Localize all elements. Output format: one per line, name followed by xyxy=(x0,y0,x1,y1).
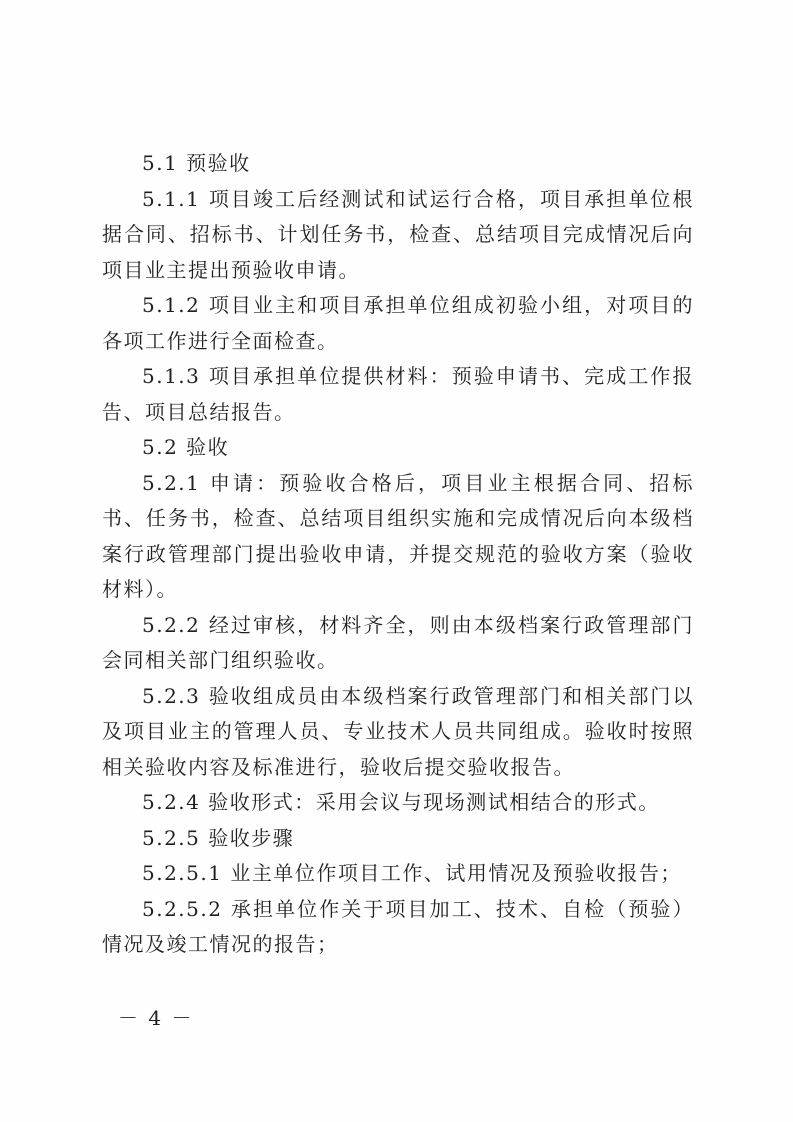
paragraph-5-2-5-2: 5.2.5.2 承担单位作关于项目加工、技术、自检（预验）情况及竣工情况的报告； xyxy=(102,896,694,956)
page-number: － 4 － xyxy=(118,1006,194,1030)
paragraph-5-2-5: 5.2.5 验收步骤 xyxy=(142,825,295,850)
section-heading-5-2: 5.2 验收 xyxy=(142,435,230,459)
paragraph-5-2-5-1: 5.2.5.1 业主单位作项目工作、试用情况及预验收报告； xyxy=(142,861,682,885)
paragraph-5-1-2: 5.1.2 项目业主和项目承担单位组成初验小组，对项目的各项工作进行全面检查。 xyxy=(102,293,694,353)
paragraph-5-2-1: 5.2.1 申请：预验收合格后，项目业主根据合同、招标书、任务书，检查、总结项目组织实施和完成情况后向本级档案行政管理部门提出验收申请，并提交规范的验收方案（验收材料）。 xyxy=(102,470,694,601)
paragraph-5-2-4: 5.2.4 验收形式：采用会议与现场测试相结合的形式。 xyxy=(142,790,660,814)
paragraph-5-2-3: 5.2.3 验收组成员由本级档案行政管理部门和相关部门以及项目业主的管理人员、专业技术人员共同组成。验收时按照相关验收内容及标准进行，验收后提交验收报告。 xyxy=(102,683,694,779)
paragraph-5-1-3: 5.1.3 项目承担单位提供材料：预验申请书、完成工作报告、项目总结报告。 xyxy=(102,364,694,424)
section-heading-5-1: 5.1 预验收 xyxy=(142,151,251,175)
document-body xyxy=(102,146,694,963)
paragraph-5-2-2: 5.2.2 经过审核，材料齐全，则由本级档案行政管理部门会同相关部门组织验收。 xyxy=(102,612,694,672)
paragraph-5-1-1: 5.1.1 项目竣工后经测试和试运行合格，项目承担单位根据合同、招标书、计划任务书，检查、总结项目完成情况后向项目业主提出预验收申请。 xyxy=(102,186,694,282)
